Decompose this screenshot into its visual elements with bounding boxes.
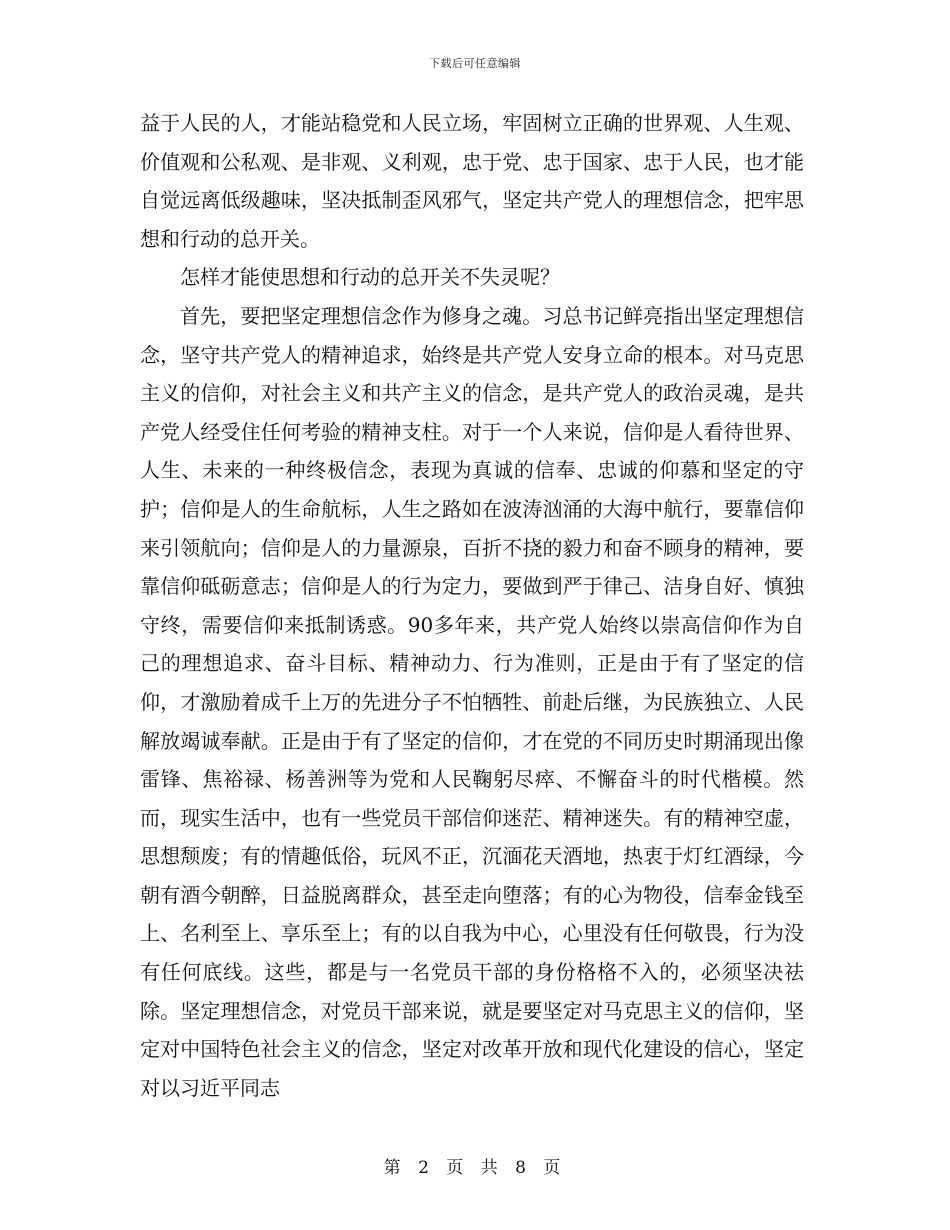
paragraph-1: 益于人民的人，才能站稳党和人民立场，牢固树立正确的世界观、人生观、价值观和公私观、是非观、义利观，忠于党、忠于国家、忠于人民，也才能自觉远离低级趣味，坚决抵制歪风邪气，坚定共产党人的理想信念，把牢思想和行动的总开关。: [140, 111, 804, 251]
page-header: 下载后可任意编辑: [429, 57, 521, 70]
paragraph-2: 怎样才能使思想和行动的总开关不失灵呢？: [180, 265, 560, 290]
page-footer: 第 2 页 共 8 页: [383, 1158, 567, 1178]
paragraph-3: 首先，要把坚定理想信念作为修身之魂。习总书记鲜亮指出坚定理想信念，坚守共产党人的精神追求，始终是共产党人安身立命的根本。对马克思主义的信仰，对社会主义和共产主义的信念，是共产党人的政治灵魂，是共产党人经受住任何考验的精神支柱。对于一个人来说，信仰是人看待世界、人生、未来的一种终极信念，表现为真诚的信奉、忠诚的仰慕和坚定的守护；信仰是人的生命航标，人生之路如在波涛汹涌的大海中航行，要靠信仰来引领航向；信仰是人的力量源泉，百折不挠的毅力和奋不顾身的精神，要靠信仰砥砺意志；信仰是人的行为定力，要做到严于律己、洁身自好、慎独守终，需要信仰来抵制诱惑。90多年来，共产党人始终以崇高信仰作为自己的理想追求、奋斗目标、精神动力、行为准则，正是由于有了坚定的信仰，才激励着成千上万的先进分子不怕牺牲、前赴后继，为民族独立、人民解放竭诚奉献。正是由于有了坚定的信仰，才在党的不同历史时期涌现出像雷锋、焦裕禄、杨善洲等为党和人民鞠躬尽瘁、不懈奋斗的时代楷模。然而，现实生活中，也有一些党员干部信仰迷茫、精神迷失。有的精神空虚，思想颓废；有的情趣低俗，玩风不正，沉湎花天酒地，热衷于灯红酒绿，今朝有酒今朝醉，日益脱离群众，甚至走向堕落；有的心为物役，信奉金钱至上、名利至上、享乐至上；有的以自我为中心，心里没有任何敬畏，行为没有任何底线。这些，都是与一名党员干部的身份格格不入的，必须坚决祛除。坚定理想信念，对党员干部来说，就是要坚定对马克思主义的信仰，坚定对中国特色社会主义的信念，坚定对改革开放和现代化建设的信心，坚定对以习近平同志: [140, 303, 804, 1100]
document-body: [140, 104, 804, 1107]
